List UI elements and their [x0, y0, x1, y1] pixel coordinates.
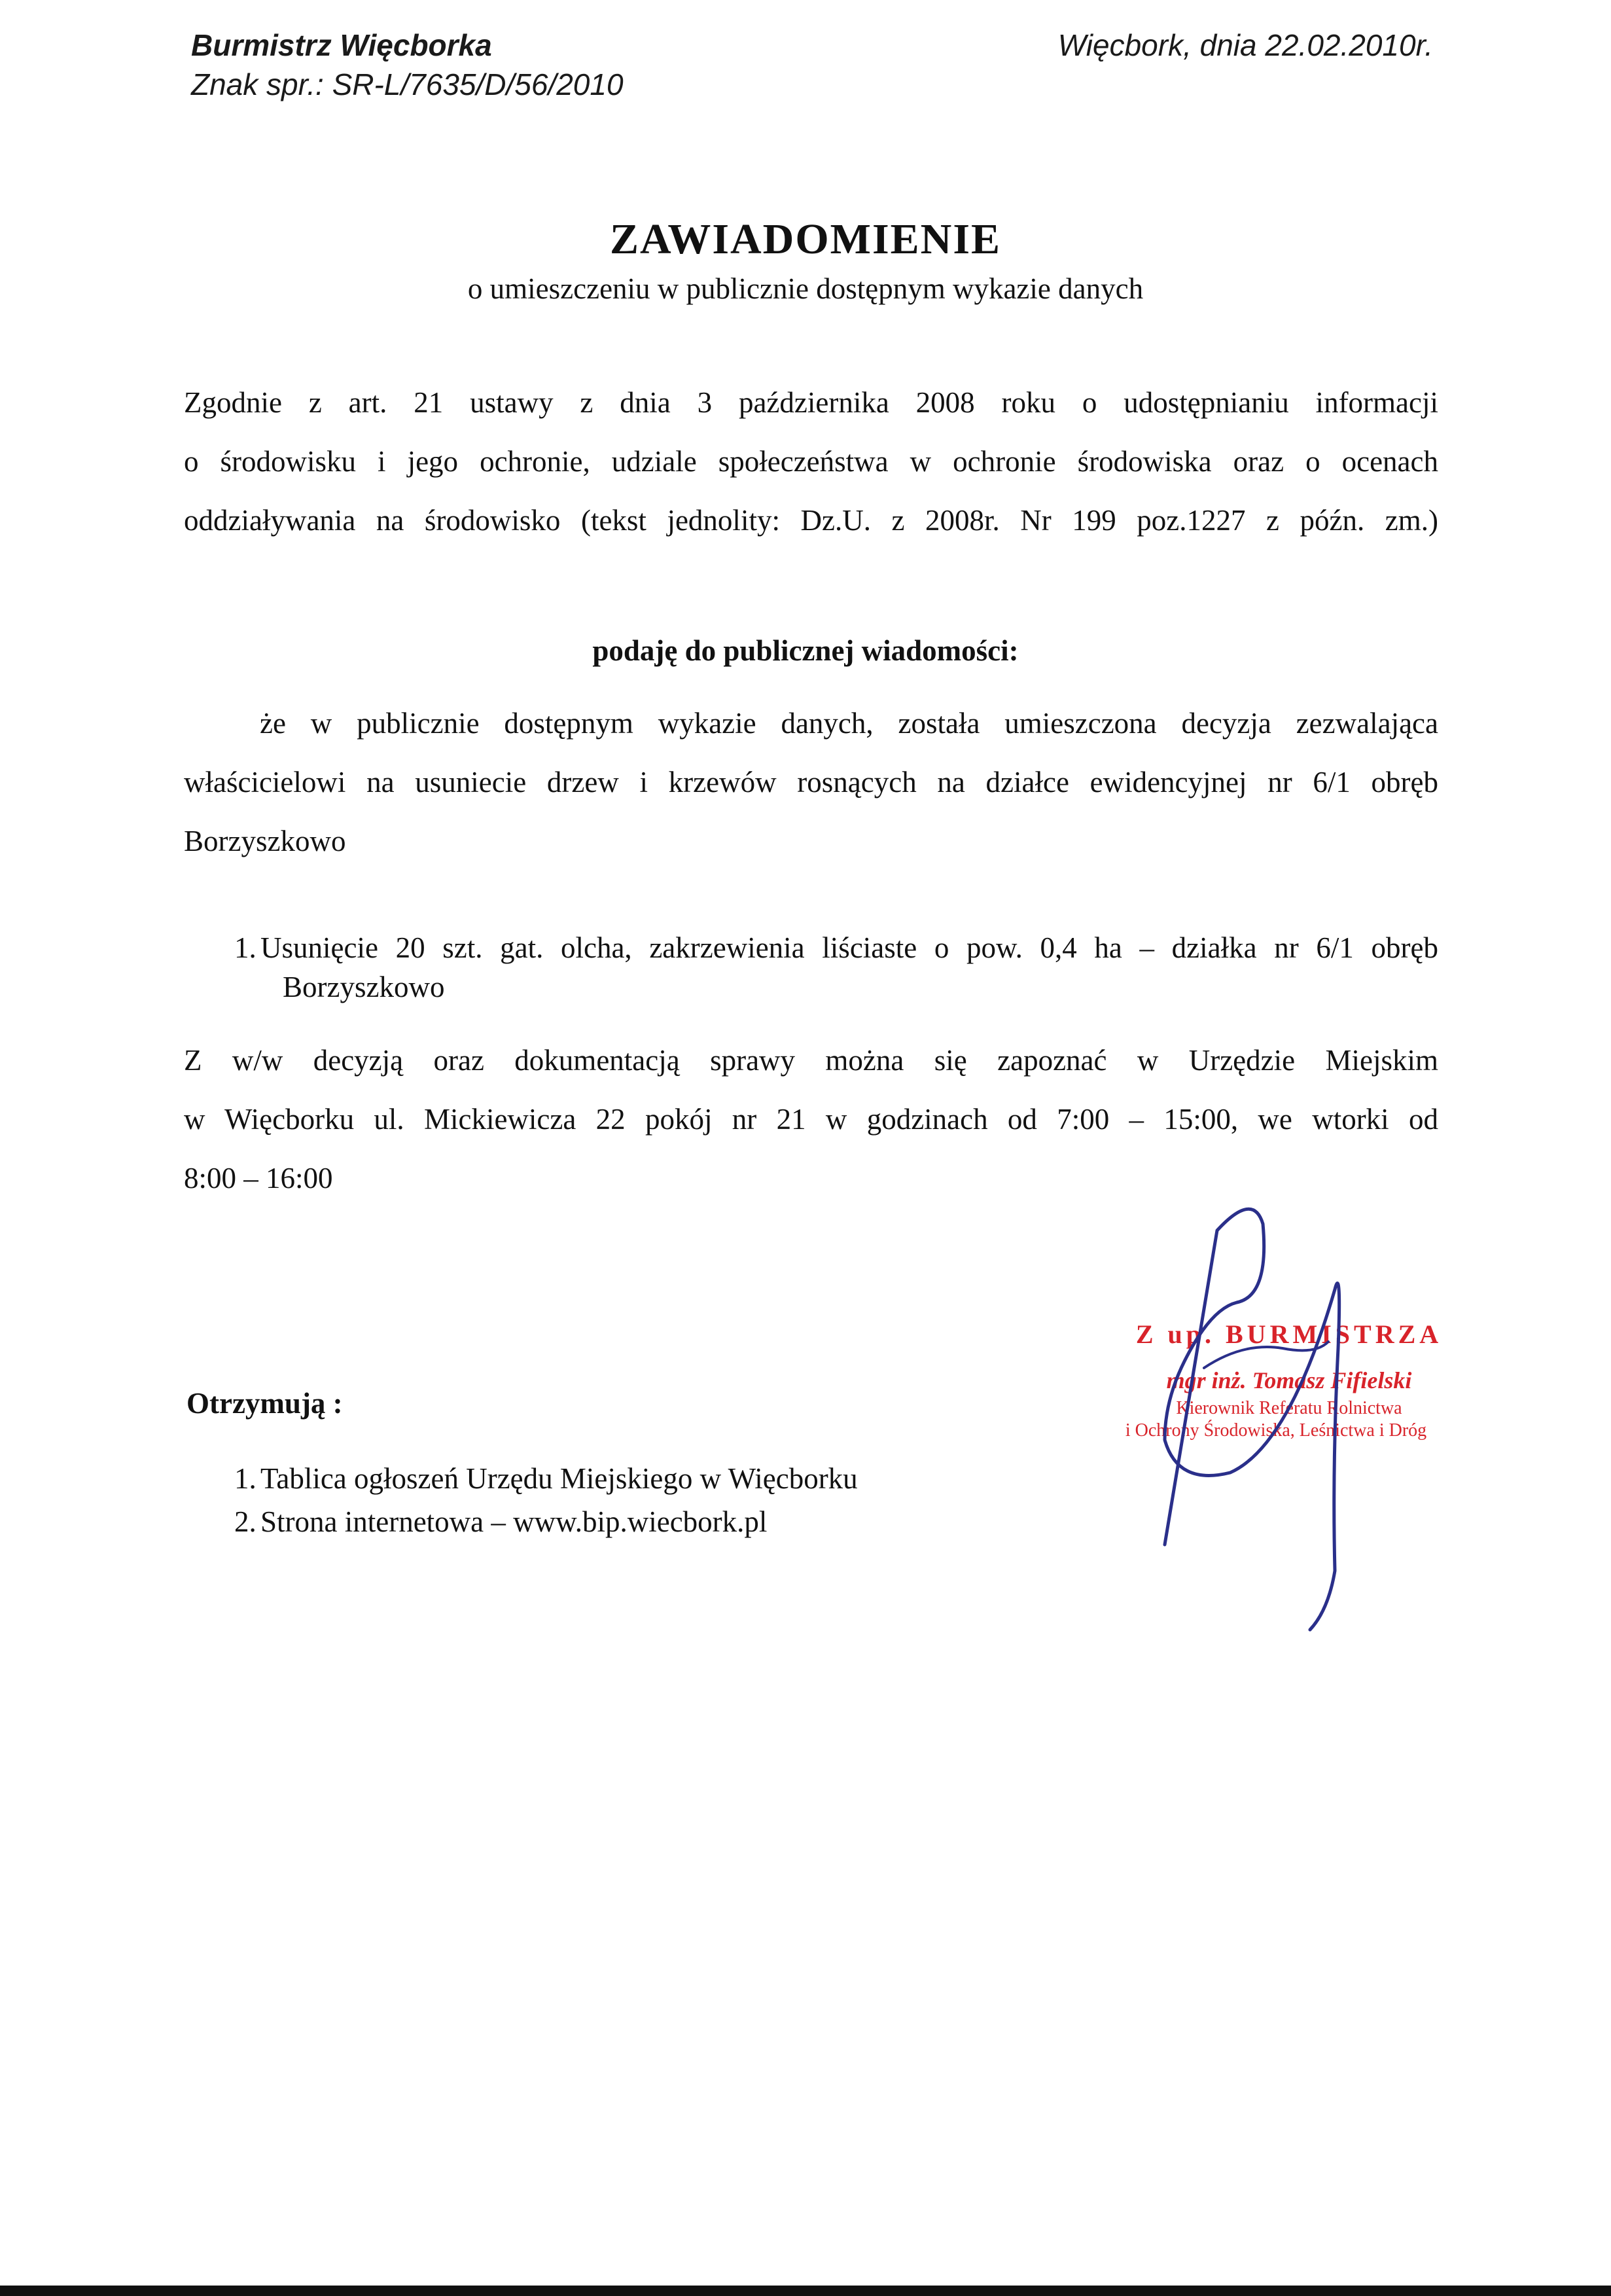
case-reference: Znak spr.: SR-L/7635/D/56/2010 [191, 67, 624, 101]
list-item [234, 928, 1438, 1007]
recipient-item [234, 1500, 858, 1543]
scan-edge-line [0, 2286, 1611, 2296]
stamp-line-1: Z up. BURMISTRZA [1135, 1319, 1443, 1349]
body-line-3: Borzyszkowo [184, 825, 346, 857]
list-item-number: 1. [234, 931, 257, 964]
recipients-list [234, 1457, 858, 1543]
intro-line-3: oddziaływania na środowisko (tekst jednolity: Dz.U. z 2008r. Nr 199 poz.1227 z późn. zm.) [184, 504, 1438, 537]
stamp-line-2: mgr inż. Tomasz Fifielski [1166, 1367, 1412, 1393]
decision-paragraph [184, 694, 1438, 870]
info-line-1: Z w/w decyzją oraz dokumentacją sprawy można się zapoznać w Urzędzie Miejskim [184, 1044, 1438, 1077]
recipient-item [234, 1457, 858, 1500]
list-item-text: Usunięcie 20 szt. gat. olcha, zakrzewienia liściaste o pow. 0,4 ha – działka nr 6/1 obręb [260, 931, 1438, 964]
info-line-2: w Więcborku ul. Mickiewicza 22 pokój nr 21 w godzinach od 7:00 – 15:00, we wtorki od [184, 1103, 1438, 1136]
recipient-text: Strona internetowa – www.bip.wiecbork.pl [260, 1505, 768, 1538]
recipient-number: 1. [234, 1462, 257, 1495]
body-line-1: że w publicznie dostępnym wykazie danych, została umieszczona decyzja zezwalająca [260, 707, 1438, 740]
intro-line-1: Zgodnie z art. 21 ustawy z dnia 3 października 2008 roku o udostępnianiu informacji [184, 386, 1438, 419]
body-line-2: właścicielowi na usuniecie drzew i krzewów rosnących na działce ewidencyjnej nr 6/1 obręb [184, 766, 1438, 798]
recipient-text: Tablica ogłoszeń Urzędu Miejskiego w Więcborku [260, 1462, 858, 1495]
announcement-heading: podaję do publicznej wiadomości: [592, 634, 1019, 667]
recipient-number: 2. [234, 1505, 257, 1538]
intro-line-2: o środowisku i jego ochronie, udziale społeczeństwa w ochronie środowiska oraz o ocenach [184, 445, 1438, 478]
intro-paragraph [184, 373, 1438, 550]
authority-name: Burmistrz Więcborka [191, 28, 492, 62]
place-date: Więcbork, dnia 22.02.2010r. [1057, 28, 1433, 62]
stamp-line-4: i Ochrony Środowiska, Leśnictwa i Dróg [1125, 1420, 1427, 1441]
recipients-heading: Otrzymują : [186, 1387, 343, 1420]
document-title: ZAWIADOMIENIE [609, 215, 1002, 263]
info-line-3: 8:00 – 16:00 [184, 1162, 333, 1194]
info-paragraph [184, 1031, 1438, 1208]
handwritten-signature [1139, 1204, 1440, 1649]
document-subtitle: o umieszczeniu w publicznie dostępnym wykazie danych [467, 272, 1144, 305]
stamp-line-3: Kierownik Referatu Rolnictwa [1176, 1398, 1402, 1418]
list-item-continuation: Borzyszkowo [283, 971, 445, 1003]
